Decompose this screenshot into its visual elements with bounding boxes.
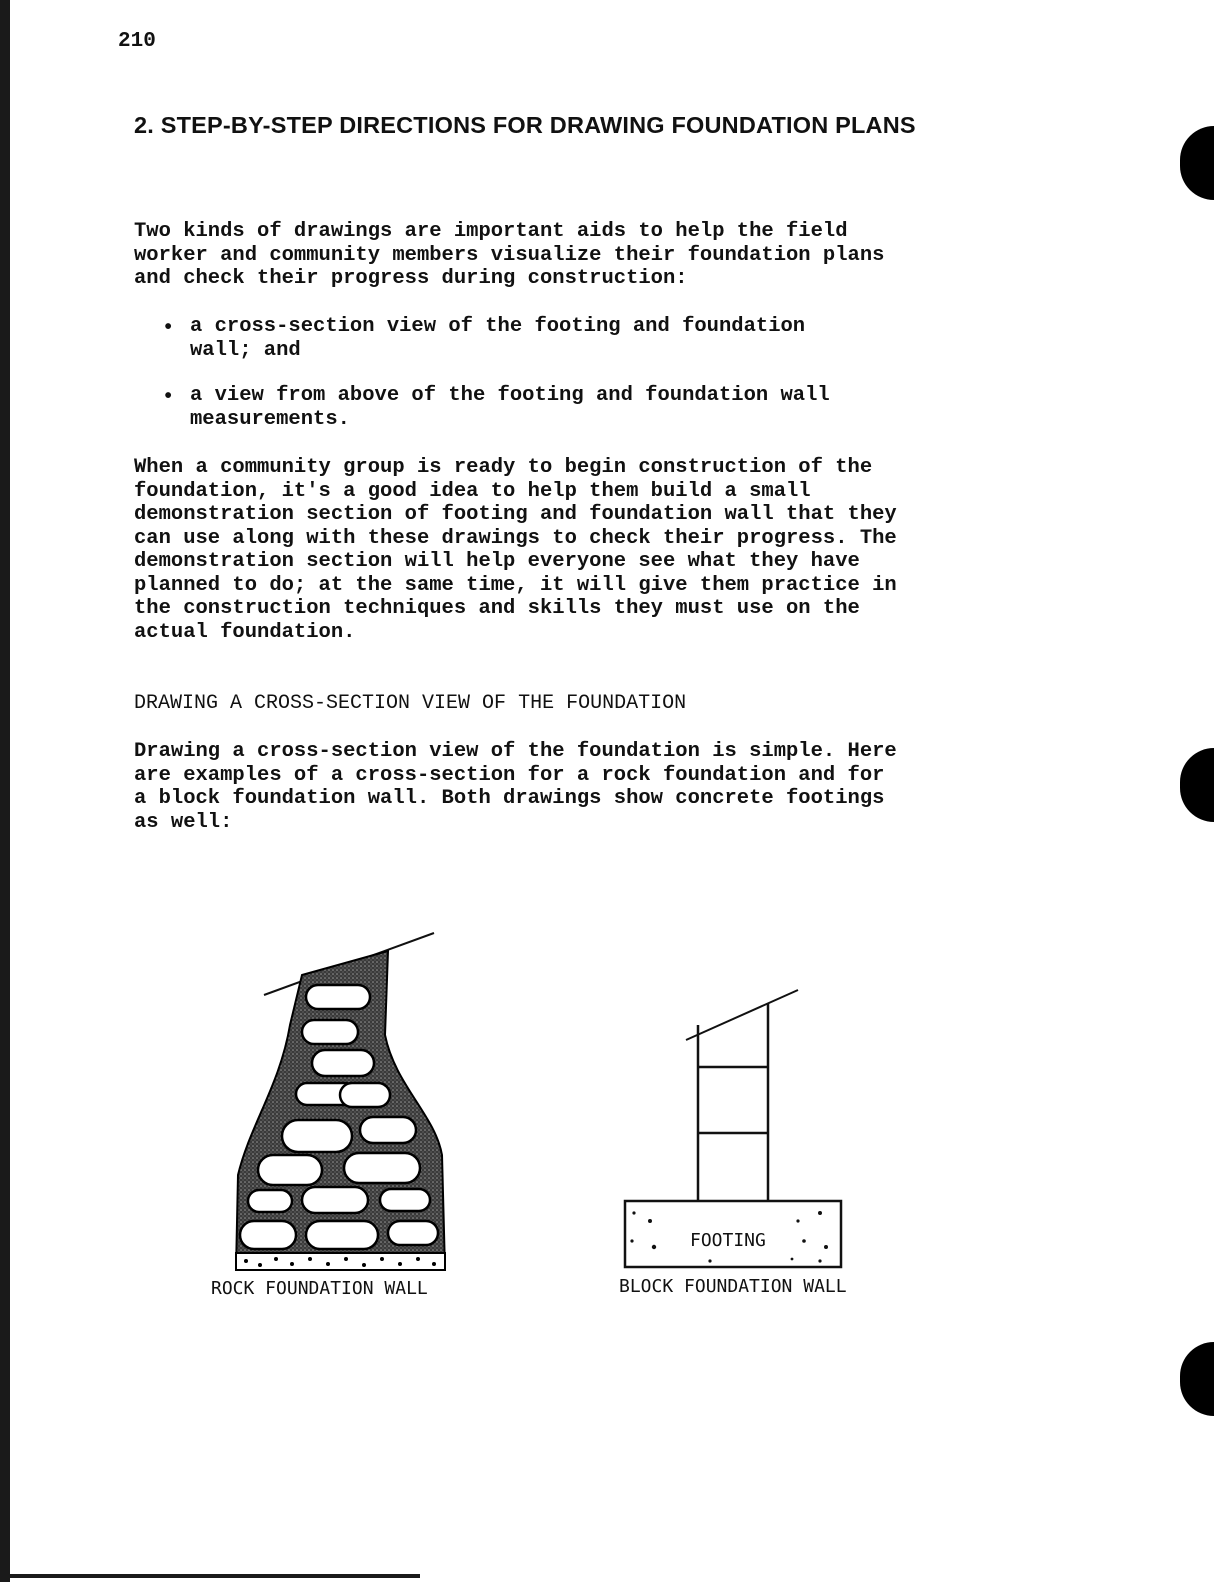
page-heading: 2. STEP-BY-STEP DIRECTIONS FOR DRAWING FOUNDATION PLANS (134, 112, 916, 138)
rock-foundation-illustration (220, 925, 460, 1275)
bullet-text: a view from above of the footing and foundation wall measurements. (190, 384, 830, 431)
footing-label: FOOTING (690, 1230, 766, 1251)
page-number: 210 (118, 30, 156, 53)
page-left-edge (0, 0, 10, 1582)
demonstration-paragraph: When a community group is ready to begin construction of the foundation, it's a good idea to help them build a small demonstration section of footing and foundation wall that they can use along with these drawings to check their progress. The demonstration section will help everyone see what they have planned to do; at the same time, it will give them practice in the construction techniques and skills they must use on the actual foundation. (134, 456, 897, 644)
page-bottom-edge (0, 1574, 420, 1578)
block-foundation-caption: BLOCK FOUNDATION WALL (619, 1276, 847, 1297)
rock-foundation-caption: ROCK FOUNDATION WALL (211, 1278, 428, 1299)
intro-paragraph: Two kinds of drawings are important aids to help the field worker and community members visualize their foundation plans and check their progress during construction: (134, 220, 885, 290)
binder-hole-top (1180, 126, 1214, 200)
binder-hole-middle (1180, 748, 1214, 822)
cross-section-paragraph: Drawing a cross-section view of the foundation is simple. Here are examples of a cross-section for a rock foundation and for a block foundation wall. Both drawings show concrete footings as well: (134, 740, 897, 834)
section-subheading: DRAWING A CROSS-SECTION VIEW OF THE FOUNDATION (134, 692, 687, 715)
bullet-text: a cross-section view of the footing and foundation wall; and (190, 315, 806, 362)
binder-hole-bottom (1180, 1342, 1214, 1416)
bullet-dot-icon: • (162, 317, 175, 340)
block-foundation-illustration (620, 985, 850, 1270)
bullet-dot-icon: • (162, 386, 175, 409)
